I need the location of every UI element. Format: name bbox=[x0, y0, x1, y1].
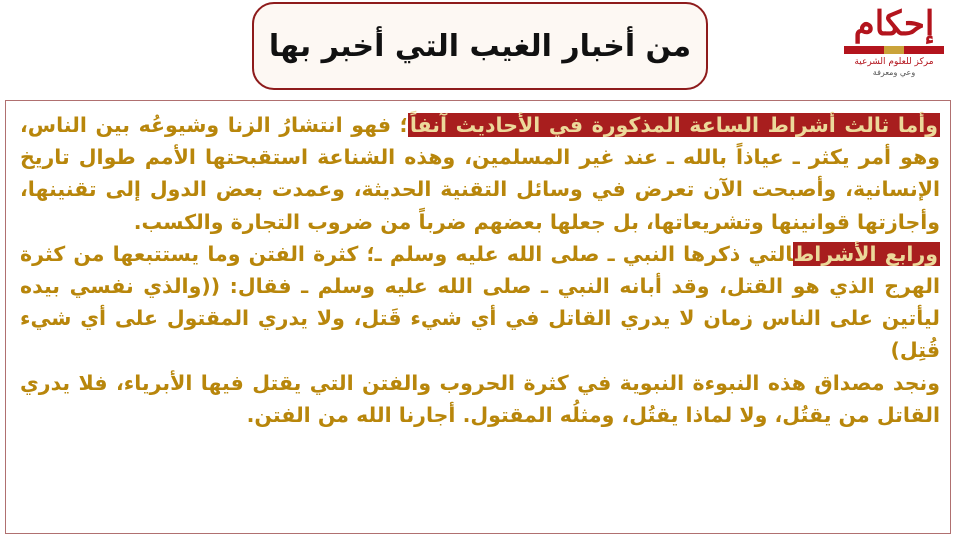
logo-mark: إحكام bbox=[853, 4, 935, 44]
paragraph-1-text: ؛ فهو انتشارُ الزنا وشيوعُه بين الناس، وهو أمر يكثر ـ عياذاً بالله ـ عند غير المسلمين، وهذه الشناعة استقبحتها الأمم طوال تاريخ الإنسانية، وأصبحت الآن تعرض في وسائل التقنية الحديثة، وعمدت بعض الدول إلى تقنينها، وأجازتها قوانينها وتشريعاتها، بل جعلها بعضهم ضرباً من ضروب التجارة والكسب. bbox=[20, 113, 940, 234]
content-box bbox=[5, 100, 951, 534]
paragraph-2-text: التي ذكرها النبي ـ صلى الله عليه وسلم ـ؛ كثرة الفتن وما يستتبعها من كثرة الهرج الذي هو القتل، وقد أبانه النبي ـ صلى الله عليه وسلم ـ فقال: ((والذي نفسي بيده ليأتين على الناس زمان لا يدري القاتل في أي شيء قَتل، ولا يدري المقتول على أي شيء قُتِل) bbox=[20, 241, 940, 363]
paragraph-3 bbox=[20, 367, 940, 431]
page-title: من أخبار الغيب التي أخبر بها bbox=[268, 28, 692, 64]
logo-subtitle: مركز للعلوم الشرعية bbox=[854, 57, 934, 67]
highlight-2: ورابع الأشراط bbox=[794, 241, 938, 266]
highlight-1: وأما ثالث أشراط الساعة المذكورة في الأحاديث آنفاً bbox=[409, 113, 938, 137]
content-text bbox=[20, 109, 940, 431]
paragraph-2 bbox=[20, 238, 940, 367]
paragraph-1 bbox=[20, 109, 940, 238]
title-box bbox=[252, 2, 708, 90]
logo-tagline: وعي ومعرفة bbox=[872, 68, 916, 77]
logo-bar bbox=[844, 46, 944, 54]
logo bbox=[838, 4, 950, 84]
paragraph-3-text: ونجد مصداق هذه النبوءة النبوية في كثرة الحروب والفتن التي يقتل فيها الأبرياء، فلا يدري القاتل من يقتُل، ولا لماذا يقتُل، ومثلُه المقتول. أجارنا الله من الفتن. bbox=[20, 370, 940, 427]
